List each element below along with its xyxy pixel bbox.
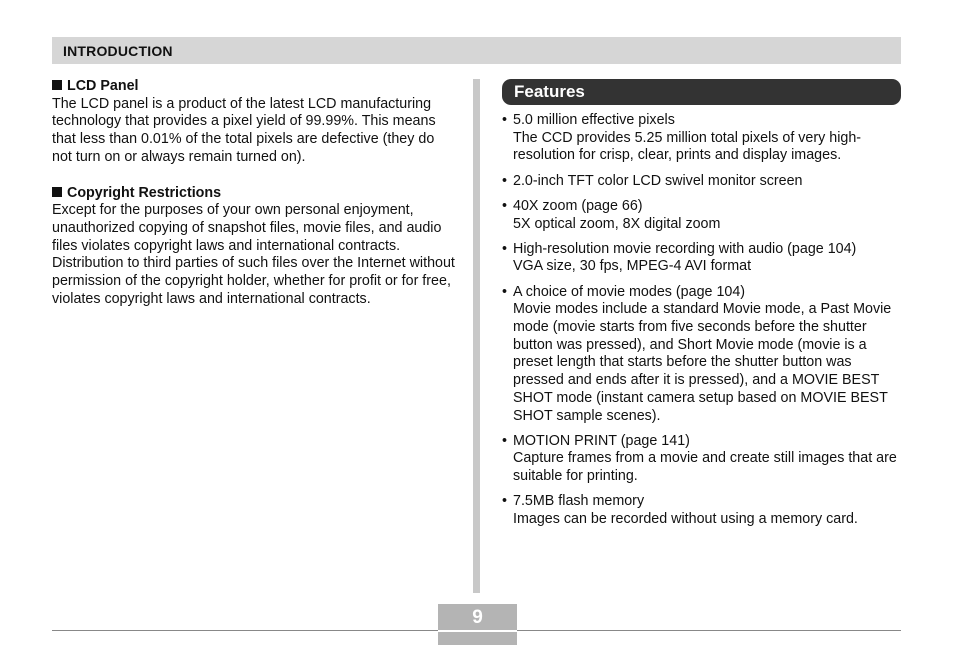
bullet-icon: •: [502, 432, 508, 449]
feature-item: [502, 198, 902, 233]
feature-head: 40X zoom (page 66): [513, 197, 643, 214]
bullet-icon: •: [502, 283, 508, 300]
lcd-panel-section: [52, 78, 456, 167]
copyright-section: [52, 185, 456, 309]
square-bullet-icon: [52, 187, 62, 197]
page-number-band: [438, 630, 517, 632]
square-bullet-icon: [52, 80, 62, 90]
feature-item: [502, 433, 902, 486]
features-list: [502, 112, 902, 536]
feature-item: [502, 284, 902, 426]
feature-item: [502, 493, 902, 528]
feature-detail: Capture frames from a movie and create still images that are suitable for printing.: [513, 450, 897, 485]
section-header-bar: [52, 37, 901, 64]
features-title: Features: [514, 82, 585, 101]
bullet-icon: •: [502, 112, 508, 128]
column-divider: [473, 79, 480, 593]
feature-detail: Movie modes include a standard Movie mode, a Past Movie mode (movie starts from five seconds before the shutter button was pressed), and Short Movie mode (movie is a preset length that starts before the shutter button was pressed and ends after it is pressed), and a MOVIE BEST SHOT mode (instant camera setup based on MOVIE BEST SHOT sample scenes).: [513, 301, 892, 424]
feature-item: [502, 173, 902, 191]
features-header-bar: [502, 79, 901, 105]
copyright-heading-text: Copyright Restrictions: [67, 184, 222, 201]
copyright-paragraph-2: Distribution to third parties of such files over the Internet without permission of the copyright holder, whether for profit or for free, violates copyright laws and international contracts.: [52, 255, 455, 307]
feature-detail: 5X optical zoom, 8X digital zoom: [513, 215, 721, 232]
section-header-title: INTRODUCTION: [63, 43, 173, 59]
feature-head: MOTION PRINT (page 141): [513, 432, 690, 449]
feature-head: High-resolution movie recording with audio (page 104): [513, 240, 857, 257]
page-number: 9: [472, 607, 483, 628]
bullet-icon: •: [502, 240, 508, 257]
feature-detail: Images can be recorded without using a memory card.: [513, 511, 858, 528]
lcd-panel-heading: [52, 78, 456, 96]
page-number-tab: [438, 604, 517, 645]
copyright-heading: [52, 185, 456, 203]
feature-head: 7.5MB flash memory: [513, 493, 645, 510]
bullet-icon: •: [502, 172, 508, 189]
feature-head: A choice of movie modes (page 104): [513, 283, 746, 300]
feature-detail: VGA size, 30 fps, MPEG-4 AVI format: [513, 258, 752, 275]
copyright-paragraph-1: Except for the purposes of your own personal enjoyment, unauthorized copying of snapshot files, movie files, and audio files violates copyright laws and international contracts.: [52, 202, 442, 254]
bullet-icon: •: [502, 493, 508, 510]
feature-item: [502, 112, 902, 165]
feature-head: 2.0-inch TFT color LCD swivel monitor screen: [513, 172, 803, 189]
feature-head: 5.0 million effective pixels: [513, 112, 675, 128]
feature-detail: The CCD provides 5.25 million total pixels of very high-resolution for crisp, clear, prints and display images.: [513, 129, 862, 164]
lcd-panel-paragraph: The LCD panel is a product of the latest LCD manufacturing technology that provides a pixel yield of 99.99%. This means that less than 0.01% of the total pixels are defective (they do not turn on or always remain turned on).: [52, 95, 436, 165]
lcd-panel-heading-text: LCD Panel: [67, 78, 139, 94]
feature-item: [502, 241, 902, 276]
bullet-icon: •: [502, 197, 508, 214]
left-column: [52, 78, 456, 308]
